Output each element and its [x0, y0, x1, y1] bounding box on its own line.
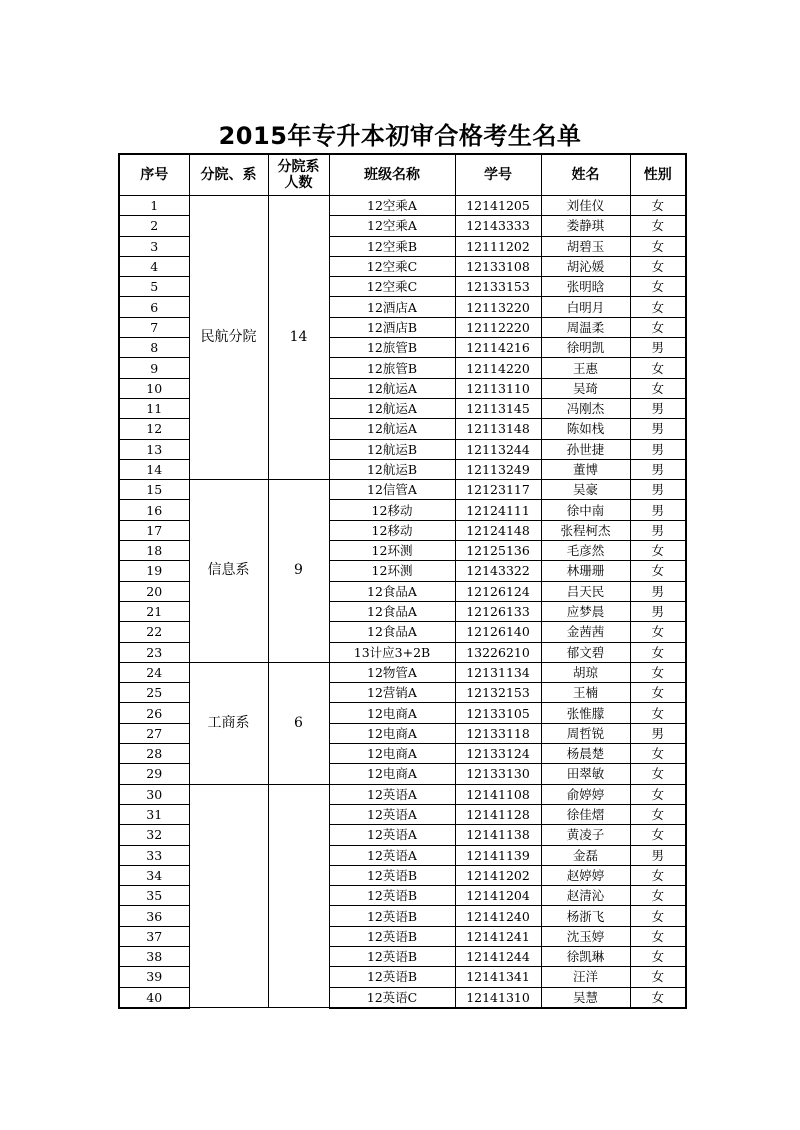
gender-cell: 女 [630, 906, 686, 926]
page-title: 2015年专升本初审合格考生名单 [218, 122, 582, 150]
seq-cell: 38 [119, 946, 189, 966]
name-cell: 徐明凯 [541, 338, 630, 358]
class-cell: 12移动 [329, 500, 455, 520]
student-id-cell: 12111202 [455, 236, 541, 256]
seq-cell: 19 [119, 561, 189, 581]
class-cell: 12英语B [329, 967, 455, 987]
seq-cell: 20 [119, 581, 189, 601]
gender-cell: 男 [630, 601, 686, 621]
class-cell: 12英语A [329, 845, 455, 865]
student-id-cell: 12141204 [455, 886, 541, 906]
class-cell: 12环测 [329, 541, 455, 561]
student-id-cell: 12114216 [455, 338, 541, 358]
name-cell: 赵婷婷 [541, 865, 630, 885]
seq-cell: 5 [119, 277, 189, 297]
class-cell: 12航运A [329, 378, 455, 398]
seq-cell: 17 [119, 520, 189, 540]
student-id-cell: 12131134 [455, 662, 541, 682]
class-cell: 12英语C [329, 987, 455, 1008]
gender-cell: 女 [630, 561, 686, 581]
name-cell: 杨浙飞 [541, 906, 630, 926]
student-id-cell: 12133118 [455, 723, 541, 743]
student-id-cell: 12141108 [455, 784, 541, 804]
student-id-cell: 12124148 [455, 520, 541, 540]
gender-cell: 女 [630, 703, 686, 723]
seq-cell: 23 [119, 642, 189, 662]
dept-count-cell [268, 784, 329, 1008]
gender-cell: 女 [630, 358, 686, 378]
class-cell: 12物管A [329, 662, 455, 682]
class-cell: 12酒店A [329, 297, 455, 317]
seq-cell: 39 [119, 967, 189, 987]
name-cell: 白明月 [541, 297, 630, 317]
student-id-cell: 12133153 [455, 277, 541, 297]
class-cell: 12航运B [329, 459, 455, 479]
student-id-cell: 12133130 [455, 764, 541, 784]
seq-cell: 18 [119, 541, 189, 561]
name-cell: 张惟朦 [541, 703, 630, 723]
student-id-cell: 12126133 [455, 601, 541, 621]
header-count [268, 154, 329, 196]
seq-cell: 4 [119, 256, 189, 276]
name-cell: 周温柔 [541, 317, 630, 337]
class-cell: 12环测 [329, 561, 455, 581]
seq-cell: 27 [119, 723, 189, 743]
student-id-cell: 12112220 [455, 317, 541, 337]
student-id-cell: 12126124 [455, 581, 541, 601]
name-cell: 杨晨楚 [541, 744, 630, 764]
student-id-cell: 12141128 [455, 804, 541, 824]
class-cell: 12电商A [329, 723, 455, 743]
header-name: 姓名 [541, 154, 630, 196]
seq-cell: 16 [119, 500, 189, 520]
name-cell: 毛彦然 [541, 541, 630, 561]
seq-cell: 28 [119, 744, 189, 764]
gender-cell: 女 [630, 804, 686, 824]
seq-cell: 29 [119, 764, 189, 784]
seq-cell: 24 [119, 662, 189, 682]
seq-cell: 12 [119, 419, 189, 439]
seq-cell: 34 [119, 865, 189, 885]
dept-count-cell: 14 [268, 196, 329, 480]
name-cell: 陈如栈 [541, 419, 630, 439]
seq-cell: 36 [119, 906, 189, 926]
student-id-cell: 12141244 [455, 946, 541, 966]
table-body [119, 196, 686, 1008]
name-cell: 孙世捷 [541, 439, 630, 459]
student-id-cell: 12114220 [455, 358, 541, 378]
student-id-cell: 12113249 [455, 459, 541, 479]
gender-cell: 男 [630, 723, 686, 743]
student-id-cell: 12141202 [455, 865, 541, 885]
gender-cell: 男 [630, 520, 686, 540]
class-cell: 12英语A [329, 804, 455, 824]
name-cell: 刘佳仪 [541, 196, 630, 216]
dept-count-cell: 9 [268, 480, 329, 663]
name-cell: 徐中南 [541, 500, 630, 520]
seq-cell: 30 [119, 784, 189, 804]
gender-cell: 女 [630, 886, 686, 906]
header-gender: 性别 [630, 154, 686, 196]
gender-cell: 女 [630, 378, 686, 398]
seq-cell: 9 [119, 358, 189, 378]
seq-cell: 7 [119, 317, 189, 337]
seq-cell: 22 [119, 622, 189, 642]
seq-cell: 32 [119, 825, 189, 845]
seq-cell: 37 [119, 926, 189, 946]
gender-cell: 女 [630, 662, 686, 682]
header-row [119, 154, 686, 196]
class-cell: 12英语B [329, 906, 455, 926]
student-id-cell: 12133108 [455, 256, 541, 276]
class-cell: 12英语A [329, 784, 455, 804]
name-cell: 王楠 [541, 683, 630, 703]
name-cell: 娄静琪 [541, 216, 630, 236]
class-cell: 12英语B [329, 946, 455, 966]
gender-cell: 女 [630, 784, 686, 804]
name-cell: 徐佳熠 [541, 804, 630, 824]
name-cell: 董博 [541, 459, 630, 479]
name-cell: 吕天民 [541, 581, 630, 601]
student-id-cell: 12141241 [455, 926, 541, 946]
gender-cell: 男 [630, 845, 686, 865]
class-cell: 12英语B [329, 886, 455, 906]
student-id-cell: 12123117 [455, 480, 541, 500]
student-id-cell: 12141205 [455, 196, 541, 216]
class-cell: 12电商A [329, 703, 455, 723]
class-cell: 12旅管B [329, 358, 455, 378]
class-cell: 12英语A [329, 825, 455, 845]
class-cell: 12移动 [329, 520, 455, 540]
gender-cell: 女 [630, 987, 686, 1008]
gender-cell: 女 [630, 297, 686, 317]
class-cell: 12空乘C [329, 256, 455, 276]
gender-cell: 男 [630, 338, 686, 358]
student-id-cell: 13226210 [455, 642, 541, 662]
seq-cell: 13 [119, 439, 189, 459]
student-id-cell: 12133105 [455, 703, 541, 723]
seq-cell: 6 [119, 297, 189, 317]
class-cell: 12空乘A [329, 196, 455, 216]
student-id-cell: 12113244 [455, 439, 541, 459]
student-id-cell: 12141138 [455, 825, 541, 845]
student-id-cell: 12113145 [455, 398, 541, 418]
class-cell: 12英语B [329, 865, 455, 885]
class-cell: 12营销A [329, 683, 455, 703]
class-cell: 12食品A [329, 581, 455, 601]
class-cell: 13计应3+2B [329, 642, 455, 662]
name-cell: 徐凯琳 [541, 946, 630, 966]
student-id-cell: 12141341 [455, 967, 541, 987]
student-id-cell: 12113110 [455, 378, 541, 398]
name-cell: 张明晗 [541, 277, 630, 297]
seq-cell: 10 [119, 378, 189, 398]
header-count-line1: 分院系 [277, 159, 320, 175]
gender-cell: 女 [630, 216, 686, 236]
name-cell: 胡碧玉 [541, 236, 630, 256]
name-cell: 汪洋 [541, 967, 630, 987]
table-header [119, 154, 686, 196]
seq-cell: 26 [119, 703, 189, 723]
table-row [119, 662, 686, 682]
gender-cell: 女 [630, 683, 686, 703]
seq-cell: 15 [119, 480, 189, 500]
seq-cell: 8 [119, 338, 189, 358]
student-id-cell: 12141310 [455, 987, 541, 1008]
student-id-cell: 12141139 [455, 845, 541, 865]
seq-cell: 1 [119, 196, 189, 216]
gender-cell: 女 [630, 967, 686, 987]
student-id-cell: 12141240 [455, 906, 541, 926]
student-id-cell: 12125136 [455, 541, 541, 561]
seq-cell: 31 [119, 804, 189, 824]
gender-cell: 女 [630, 256, 686, 276]
header-count-line2: 人数 [284, 175, 313, 191]
dept-cell [189, 784, 268, 1008]
name-cell: 赵清沁 [541, 886, 630, 906]
name-cell: 吴琦 [541, 378, 630, 398]
gender-cell: 女 [630, 825, 686, 845]
name-cell: 周哲锐 [541, 723, 630, 743]
gender-cell: 男 [630, 500, 686, 520]
name-cell: 黄凌子 [541, 825, 630, 845]
class-cell: 12食品A [329, 601, 455, 621]
gender-cell: 女 [630, 865, 686, 885]
name-cell: 俞婷婷 [541, 784, 630, 804]
student-id-cell: 12143333 [455, 216, 541, 236]
student-id-cell: 12133124 [455, 744, 541, 764]
gender-cell: 男 [630, 419, 686, 439]
name-cell: 吴豪 [541, 480, 630, 500]
seq-cell: 33 [119, 845, 189, 865]
class-cell: 12航运A [329, 398, 455, 418]
class-cell: 12电商A [329, 764, 455, 784]
table-row [119, 784, 686, 804]
name-cell: 沈玉婷 [541, 926, 630, 946]
seq-cell: 25 [119, 683, 189, 703]
name-cell: 田翠敏 [541, 764, 630, 784]
class-cell: 12空乘A [329, 216, 455, 236]
dept-count-cell: 6 [268, 662, 329, 784]
student-id-cell: 12113220 [455, 297, 541, 317]
header-seq: 序号 [119, 154, 189, 196]
class-cell: 12电商A [329, 744, 455, 764]
name-cell: 胡沁媛 [541, 256, 630, 276]
candidate-table [118, 153, 687, 1009]
gender-cell: 女 [630, 541, 686, 561]
student-id-cell: 12124111 [455, 500, 541, 520]
table-row [119, 196, 686, 216]
name-cell: 吴慧 [541, 987, 630, 1008]
gender-cell: 女 [630, 622, 686, 642]
dept-cell: 工商系 [189, 662, 268, 784]
name-cell: 王惠 [541, 358, 630, 378]
gender-cell: 女 [630, 744, 686, 764]
student-id-cell: 12126140 [455, 622, 541, 642]
gender-cell: 男 [630, 480, 686, 500]
gender-cell: 女 [630, 196, 686, 216]
gender-cell: 男 [630, 398, 686, 418]
name-cell: 金磊 [541, 845, 630, 865]
class-cell: 12航运B [329, 439, 455, 459]
table-row [119, 480, 686, 500]
class-cell: 12空乘C [329, 277, 455, 297]
gender-cell: 男 [630, 439, 686, 459]
gender-cell: 女 [630, 236, 686, 256]
class-cell: 12信管A [329, 480, 455, 500]
gender-cell: 女 [630, 642, 686, 662]
student-id-cell: 12132153 [455, 683, 541, 703]
student-id-cell: 12143322 [455, 561, 541, 581]
class-cell: 12英语B [329, 926, 455, 946]
gender-cell: 男 [630, 459, 686, 479]
name-cell: 郁文碧 [541, 642, 630, 662]
gender-cell: 女 [630, 277, 686, 297]
name-cell: 胡琼 [541, 662, 630, 682]
gender-cell: 女 [630, 946, 686, 966]
class-cell: 12酒店B [329, 317, 455, 337]
gender-cell: 女 [630, 317, 686, 337]
class-cell: 12航运A [329, 419, 455, 439]
dept-cell: 民航分院 [189, 196, 268, 480]
header-dept: 分院、系 [189, 154, 268, 196]
student-id-cell: 12113148 [455, 419, 541, 439]
gender-cell: 女 [630, 764, 686, 784]
name-cell: 金茜茜 [541, 622, 630, 642]
header-class: 班级名称 [329, 154, 455, 196]
gender-cell: 女 [630, 926, 686, 946]
seq-cell: 14 [119, 459, 189, 479]
dept-cell: 信息系 [189, 480, 268, 663]
seq-cell: 11 [119, 398, 189, 418]
seq-cell: 40 [119, 987, 189, 1008]
name-cell: 林珊珊 [541, 561, 630, 581]
name-cell: 张程柯杰 [541, 520, 630, 540]
class-cell: 12旅管B [329, 338, 455, 358]
seq-cell: 21 [119, 601, 189, 621]
class-cell: 12食品A [329, 622, 455, 642]
seq-cell: 35 [119, 886, 189, 906]
gender-cell: 男 [630, 581, 686, 601]
seq-cell: 2 [119, 216, 189, 236]
header-student-id: 学号 [455, 154, 541, 196]
seq-cell: 3 [119, 236, 189, 256]
class-cell: 12空乘B [329, 236, 455, 256]
name-cell: 应梦晨 [541, 601, 630, 621]
name-cell: 冯刚杰 [541, 398, 630, 418]
